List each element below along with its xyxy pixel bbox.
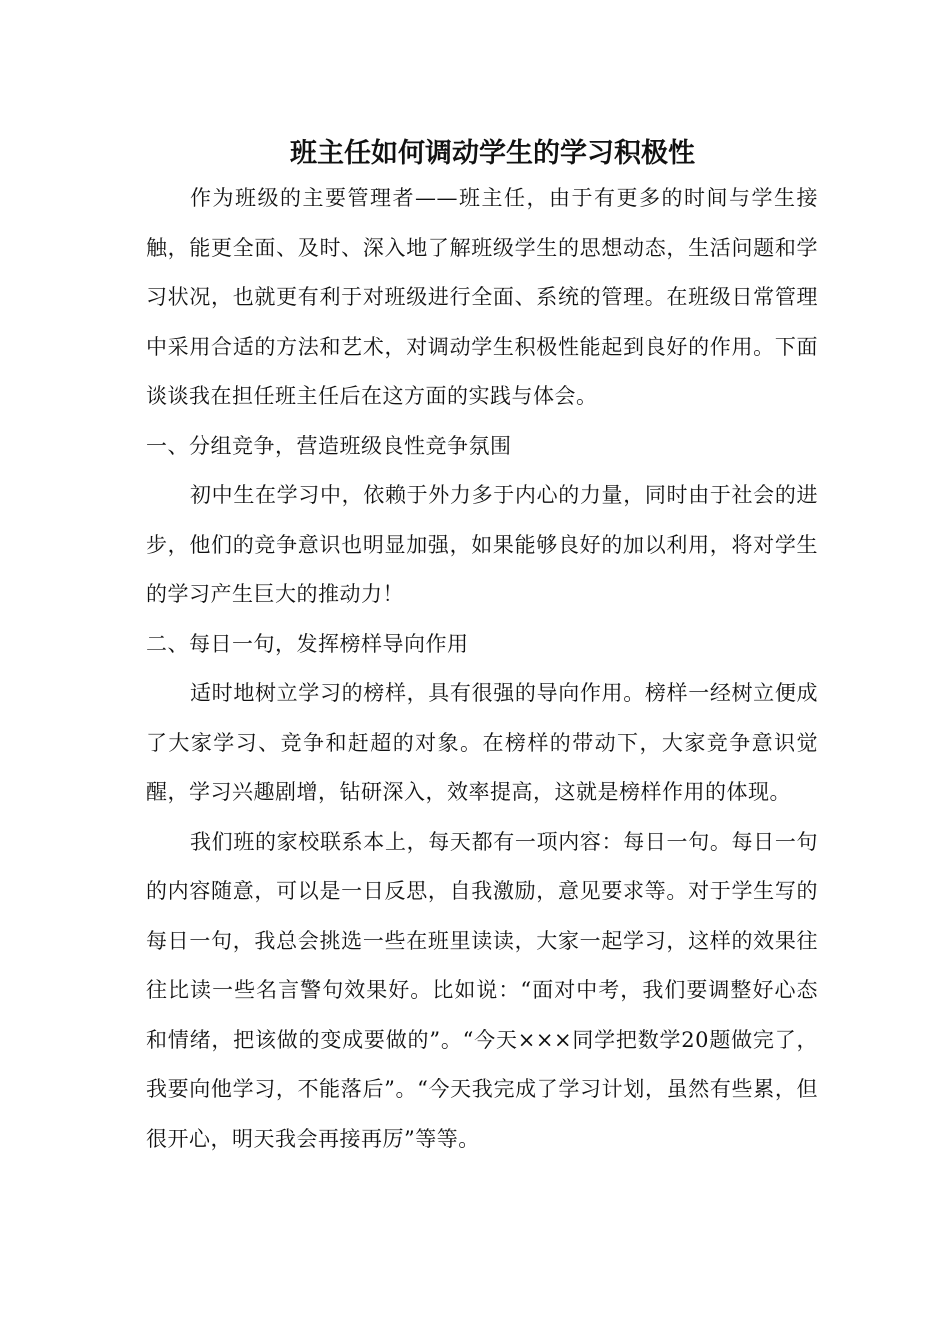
section-heading-1: 一、分组竞争，营造班级良性竞争氛围 xyxy=(146,433,512,458)
section-heading-2: 二、每日一句，发挥榜样导向作用 xyxy=(146,631,469,656)
document-page xyxy=(146,120,818,1164)
paragraph-intro: 作为班级的主要管理者——班主任，由于有更多的时间与学生接触，能更全面、及时、深入地了解班级学生的思想动态，生活问题和学习状况，也就更有利于对班级进行全面、系统的管理。在班级日常管理中采用合适的方法和艺术，对调动学生积极性能起到良好的作用。下面谈谈我在担任班主任后在这方面的实践与体会。 xyxy=(146,186,818,408)
paragraph-section-1: 初中生在学习中，依赖于外力多于内心的力量，同时由于社会的进步，他们的竞争意识也明显加强，如果能够良好的加以利用，将对学生的学习产生巨大的推动力！ xyxy=(146,483,818,606)
paragraph-section-2-b: 我们班的家校联系本上，每天都有一项内容：每日一句。每日一句的内容随意，可以是一日反思，自我激励，意见要求等。对于学生写的每日一句，我总会挑选一些在班里读读，大家一起学习，这样的效果往往比读一些名言警句效果好。比如说：“面对中考，我们要调整好心态和情绪，把该做的变成要做的”。“今天×××同学把数学20题做完了，我要向他学习，不能落后”。“今天我完成了学习计划，虽然有些累，但很开心，明天我会再接再厉”等等。 xyxy=(146,829,818,1151)
document-title: 班主任如何调动学生的学习积极性 xyxy=(290,138,695,169)
paragraph-section-2-a: 适时地树立学习的榜样，具有很强的导向作用。榜样一经树立便成了大家学习、竞争和赶超的对象。在榜样的带动下，大家竞争意识觉醒，学习兴趣剧增，钻研深入，效率提高，这就是榜样作用的体现。 xyxy=(146,681,818,804)
